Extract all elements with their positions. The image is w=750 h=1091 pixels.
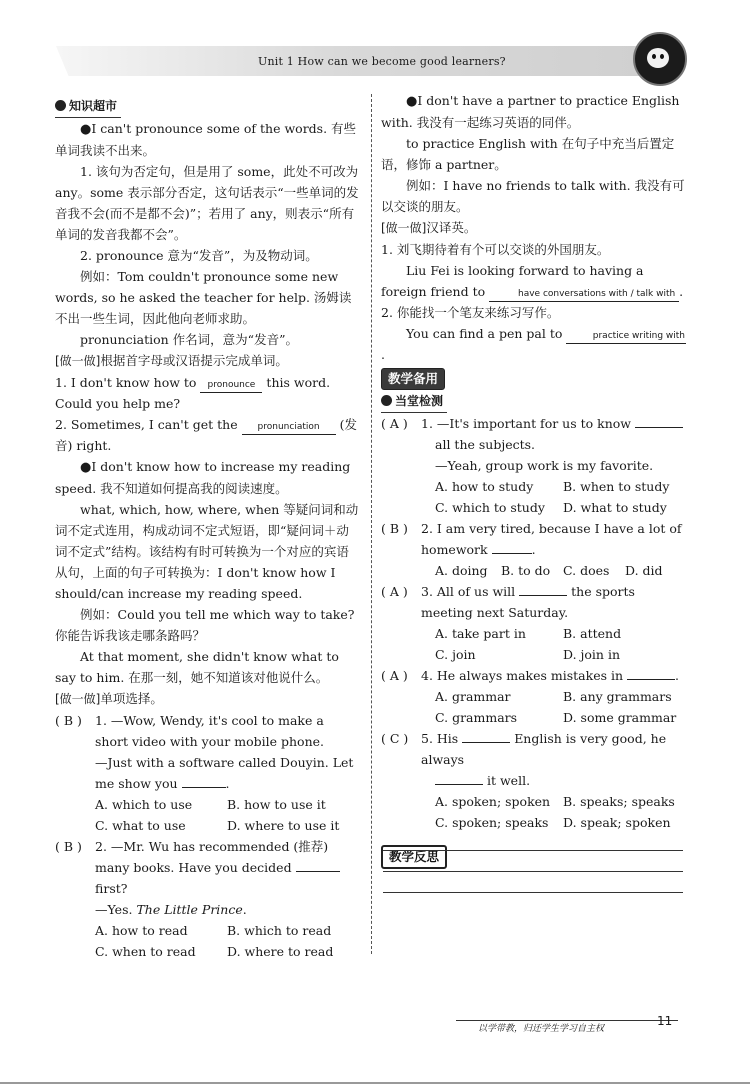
point-2: 2. pronounce 意为“发音”，为及物动词。 <box>80 248 318 263</box>
fill-question-1: 1. I don't know how to pronounce this word. Could you help me? <box>55 375 331 411</box>
footer-slogan: 以学带教，归还学生学习自主权 <box>478 1024 605 1034</box>
column-divider <box>371 94 372 954</box>
reflection-line[interactable] <box>383 892 683 893</box>
section-knowledge: 知识超市 <box>55 96 121 118</box>
mascot-logo-icon <box>633 32 687 86</box>
answer-blank[interactable]: pronunciation <box>242 421 336 435</box>
translate-1: 1. 刘飞期待着有个可以交谈的外国朋友。 <box>381 242 610 257</box>
translate-1-answer: Liu Fei is looking forward to having a foreign friend to have conversations with / talk with . <box>381 260 687 302</box>
page-number: 11 <box>657 1014 673 1028</box>
point-4-example: 例如：Could you tell me which way to take? 你能告诉我该走哪条路吗？ <box>55 607 355 643</box>
test-question-3: ( A ) 3. All of us will the sports meeting next Saturday. A. take part in B. attend C. join D. join in <box>381 584 635 662</box>
section-teaching-backup: 教学备用 <box>381 368 445 390</box>
test-question-4: ( A ) 4. He always makes mistakes in . A. grammar B. any grammars C. grammars D. some grammar <box>381 668 680 725</box>
answer-blank[interactable] <box>635 427 683 428</box>
unit-title: Unit 1 How can we become good learners? <box>258 55 506 68</box>
book-icon <box>381 395 392 406</box>
translate-2: 2. 你能找一个笔友来练习写作。 <box>381 305 560 320</box>
answer-blank[interactable]: practice writing with <box>566 330 686 344</box>
right-column: ●I don't have a partner to practice English with. 我没有一起练习英语的同伴。 to practice English with 在句子中充当后置定语，修饰 a partner。 例如：I have no friends to talk with. 我没有可以交谈的朋友。 [做一做]汉译英。 1. 刘飞期待着有个可以交谈的外国朋友。 Liu Fei is looking forward to having a foreign friend to have conversations with / talk with . 2. 你能找一个笔友来练习写作。 You can find a pen pal to practice writing with. 教学备用 当堂检测 ( A ) 1. —It's important for us to know all the subjects. —Yeah, group work is my favorite. A. how to study B. when to study C. which to study D. what to study ( B ) 2. I am very tired, because I have a lot of homework . A. doing B. to do C. does D. did ( A ) 3. All of us will the sports meeting next Saturday. A. take part in B. attend C. join D. join in ( A ) 4. He always makes mistakes in . A. grammar B. any grammars C. grammars D. some grammar ( C ) 5. His English is very good, he always it well. A. spoken; spoken B. speaks; speaks C. spoken; speaks D. speak; spoken 教学反思 <box>381 90 687 869</box>
section-teaching-reflection: 教学反思 <box>381 845 447 869</box>
answer-blank[interactable] <box>492 553 532 554</box>
reflection-line[interactable] <box>383 871 683 872</box>
answer-mark: ( B ) <box>55 839 82 854</box>
point-2-example: 例如：Tom couldn't pronounce some new words, so he asked the teacher for help. 汤姆读不出一些生词，因此他向老师求助。 <box>55 269 352 326</box>
answer-blank[interactable] <box>182 787 226 788</box>
point-5-example: 例如：I have no friends to talk with. 我没有可以交谈的朋友。 <box>381 178 685 214</box>
point-5: I don't have a partner to practice English with. 我没有一起练习英语的同伴。 <box>381 93 680 130</box>
translate-2-answer: You can find a pen pal to practice writing with. <box>381 326 685 362</box>
answer-blank[interactable] <box>627 679 675 680</box>
test-question-5: ( C ) 5. His English is very good, he always it well. A. spoken; spoken B. speaks; speaks C. spoken; speaks D. speak; spoken <box>381 731 675 830</box>
answer-mark: ( B ) <box>55 713 82 728</box>
fill-question-2: 2. Sometimes, I can't get the pronunciation (发音) right. <box>55 417 357 453</box>
page-bottom-edge <box>0 1082 750 1084</box>
point-4-example-2: At that moment, she didn't know what to say to him. 在那一刻，她不知道该对他说什么。 <box>55 649 339 685</box>
point-3: pronunciation 作名词，意为“发音”。 <box>80 332 298 347</box>
answer-blank[interactable] <box>435 784 483 785</box>
answer-blank[interactable] <box>519 595 567 596</box>
test-question-1: ( A ) 1. —It's important for us to know all the subjects. —Yeah, group work is my favorite. A. how to study B. when to study C. which to study D. what to study <box>381 413 687 518</box>
section-class-test: 当堂检测 <box>381 391 447 413</box>
answer-blank[interactable]: pronounce <box>200 379 262 393</box>
reflection-line[interactable] <box>383 850 683 851</box>
book-icon <box>55 100 66 111</box>
choice-question-2: ( B ) 2. —Mr. Wu has recommended (推荐) many books. Have you decided first? —Yes. The Little Prince. A. how to read B. which to read C. when to read D. where to read <box>55 836 360 962</box>
point-1-explain: 1. 该句为否定句，但是用了 some，此处不可改为 any。some 表示部分否定，这句话表示“一些单词的发音我不会(而不是都不会)”；若用了 any，则表示“所有单词的发音我都不会”。 <box>55 164 359 242</box>
answer-blank[interactable] <box>462 742 510 743</box>
point-4-explain: what, which, how, where, when 等疑问词和动词不定式连用，构成动词不定式短语，即“疑问词＋动词不定式”结构。该结构有时可转换为一个对应的宾语从句，上面的句子可转换为：I don't know how I should/can increase my reading speed. <box>55 502 359 601</box>
point-4: I don't know how to increase my reading speed. 我不知道如何提高我的阅读速度。 <box>55 459 351 496</box>
answer-blank[interactable] <box>296 871 340 872</box>
test-question-2: ( B ) 2. I am very tired, because I have a lot of homework . A. doing B. to do C. does D. did <box>381 521 682 578</box>
left-column: 知识超市 ●I can't pronounce some of the words. 有些单词我读不出来。 1. 该句为否定句，但是用了 some，此处不可改为 any。some 表示部分否定，这句话表示“一些单词的发音我不会(而不是都不会)”；若用了 any，则表示“所有单词的发音我都不会”。 2. pronounce 意为“发音”，为及物动词。 例如：Tom couldn't pronounce some new words, so he asked the teacher for help. 汤姆读不出一些生词，因此他向老师求助。 pronunciation 作名词，意为“发音”。 [做一做]根据首字母或汉语提示完成单词。 1. I don't know how to pronounce this word. Could you help me? 2. Sometimes, I can't get the pronunciation (发音) right. ●I don't know how to increase my reading speed. 我不知道如何提高我的阅读速度。 what, which, how, where, when 等疑问词和动词不定式连用，构成动词不定式短语，即“疑问词＋动词不定式”结构。该结构有时可转换为一个对应的宾语从句，上面的句子可转换为：I don't know how I should/can increase my reading speed. 例如：Could you tell me which way to take? 你能告诉我该走哪条路吗？ At that moment, she didn't know what to say to him. 在那一刻，她不知道该对他说什么。 [做一做]单项选择。 ( B ) 1. —Wow, Wendy, it's cool to make a short video with your mobile phone. —Just with a software called Douyin. Let me show you . A. which to use B. how to use it C. what to use D. where to use it ( B ) 2. —Mr. Wu has recommended (推荐) many books. Have you decided first? —Yes. The Little Prince. A. how to read B. which to read C. when to read D. where to read <box>55 95 360 962</box>
point-1: I can't pronounce some of the words. 有些单词我读不出来。 <box>55 121 357 158</box>
answer-blank[interactable]: have conversations with / talk with <box>489 288 679 302</box>
point-5-explain: to practice English with 在句子中充当后置定语，修饰 a partner。 <box>381 136 675 172</box>
choice-question-1: ( B ) 1. —Wow, Wendy, it's cool to make a short video with your mobile phone. —Just with a software called Douyin. Let me show you . A. which to use B. how to use it C. what to use D. where to use it <box>55 710 360 836</box>
